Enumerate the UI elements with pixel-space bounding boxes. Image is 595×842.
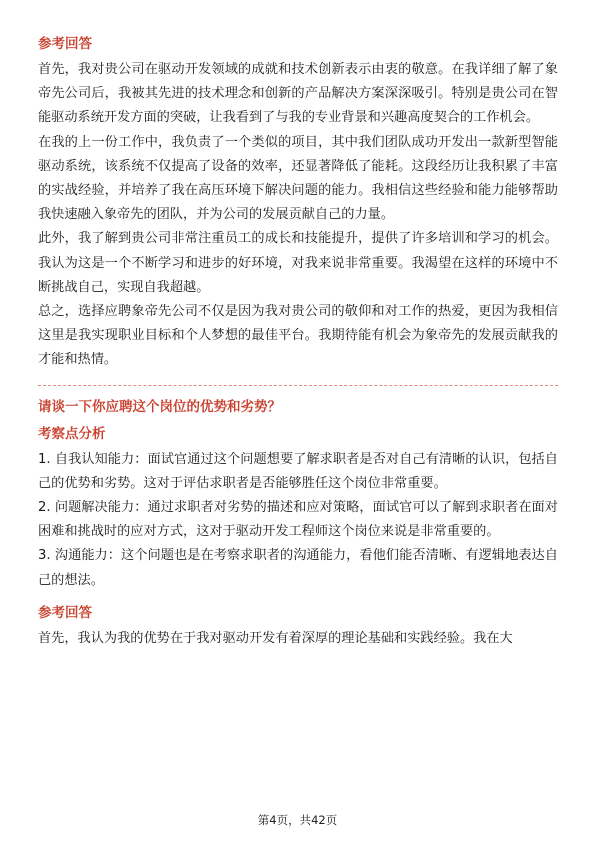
interview-question: 请谈一下你应聘这个岗位的优势和劣势？ <box>38 398 281 415</box>
section-divider <box>38 385 558 386</box>
reference-answer-heading: 参考回答 <box>38 604 92 621</box>
analysis-heading: 考察点分析 <box>38 425 106 442</box>
reference-answer-heading: 参考回答 <box>38 36 92 52</box>
answer-paragraph: 首先，我对贵公司在驱动开发领域的成就和技术创新表示由衷的敬意。在我详细了解了象帝先公司后，我被其先进的技术理念和创新的产品解决方案深深吸引。特别是贵公司在智能驱动系统开发方面的突破，让我看到了与我的专业背景和兴趣高度契合的工作机会。 <box>38 62 558 126</box>
analysis-item: 2. 问题解决能力：通过求职者对劣势的描述和应对策略，面试官可以了解到求职者在面对困难和挑战时的应对方式，这对于驱动开发工程师这个岗位来说是非常重要的。 <box>38 500 558 540</box>
answer-paragraph: 在我的上一份工作中，我负责了一个类似的项目，其中我们团队成功开发出一款新型智能驱动系统，该系统不仅提高了设备的效率，还显著降低了能耗。这段经历让我积累了丰富的实战经验，并培养了我在高压环境下解决问题的能力。我相信这些经验和能力能够帮助我快速融入象帝先的团队，并为公司的发展贡献自己的力量。 <box>38 134 558 223</box>
analysis-item: 1. 自我认知能力：面试官通过这个问题想要了解求职者是否对自己有清晰的认识，包括自己的优势和劣势。这对于评估求职者是否能够胜任这个岗位非常重要。 <box>38 451 558 491</box>
page-content <box>38 34 558 651</box>
page-number: 第4页，共42页 <box>257 813 338 827</box>
analysis-item: 3. 沟通能力：这个问题也是在考察求职者的沟通能力，看他们能否清晰、有逻辑地表达自己的想法。 <box>38 548 558 588</box>
answer-paragraph: 此外，我了解到贵公司非常注重员工的成长和技能提升，提供了许多培训和学习的机会。我认为这是一个不断学习和进步的好环境，对我来说非常重要。我渴望在这样的环境中不断挑战自己，实现自我超越。 <box>38 231 558 295</box>
answer-paragraph: 首先，我认为我的优势在于我对驱动开发有着深厚的理论基础和实践经验。我在大 <box>38 630 513 646</box>
answer-paragraph: 总之，选择应聘象帝先公司不仅是因为我对贵公司的敬仰和对工作的热爱，更因为我相信这里是我实现职业目标和个人梦想的最佳平台。我期待能有机会为象帝先的发展贡献我的才能和热情。 <box>38 304 558 368</box>
